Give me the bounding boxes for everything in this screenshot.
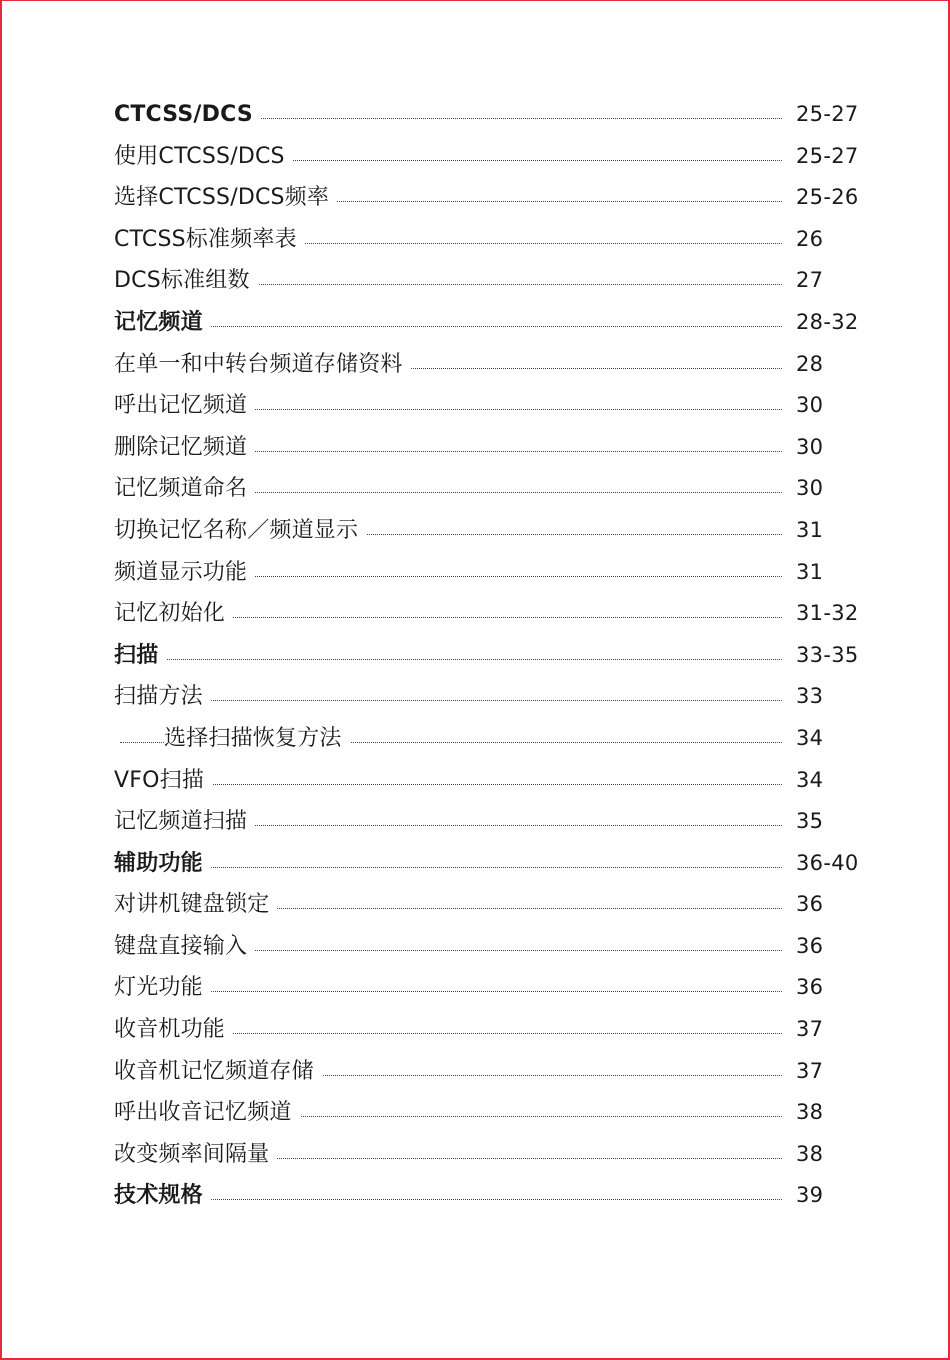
toc-entry[interactable]: [0, 1051, 950, 1093]
toc-entry[interactable]: [0, 510, 950, 552]
toc-entry-title: 切换记忆名称／频道显示: [114, 510, 366, 552]
toc-entry-page: 25-27: [796, 102, 859, 126]
dot-leader: [120, 659, 782, 660]
toc-entry-page: 31: [796, 517, 824, 542]
toc-entry-page: 30: [796, 476, 824, 501]
toc-entry-page: 33-35: [796, 642, 859, 667]
toc-entry-page: 28: [796, 351, 824, 376]
toc-entry-title: 灯光功能: [114, 967, 211, 1009]
toc-entry[interactable]: [0, 136, 950, 178]
toc-entry-page: 38: [796, 1141, 824, 1166]
toc-entry-title: 辅助功能: [114, 843, 211, 885]
toc-entry-title: 呼出记忆频道: [114, 385, 255, 427]
toc-entry[interactable]: [0, 260, 950, 302]
toc-entry-title: 记忆频道: [114, 302, 211, 344]
toc-entry-page: 37: [796, 1058, 824, 1083]
toc-entry[interactable]: [0, 843, 950, 885]
toc-entry[interactable]: [0, 427, 950, 469]
toc-entry[interactable]: [0, 884, 950, 926]
toc-entry[interactable]: [0, 718, 950, 760]
toc-entry[interactable]: [0, 1175, 950, 1217]
toc-entry-title: DCS标准组数: [114, 260, 258, 302]
toc-entry-title: 呼出收音记忆频道: [114, 1092, 300, 1134]
toc-entry[interactable]: [0, 344, 950, 386]
toc-entry[interactable]: [0, 1134, 950, 1176]
toc-entry[interactable]: [0, 926, 950, 968]
toc-entry-title: 改变频率间隔量: [114, 1134, 277, 1176]
toc-entry-page: 27: [796, 268, 824, 293]
toc-entry[interactable]: [0, 94, 950, 136]
toc-entry-page: 36: [796, 975, 824, 1000]
toc-entry[interactable]: [0, 468, 950, 510]
toc-entry-page: 38: [796, 1100, 824, 1125]
toc-entry-title: 删除记忆频道: [114, 427, 255, 469]
dot-leader: [120, 784, 782, 785]
toc-entry-title: 在单一和中转台频道存储资料: [114, 344, 411, 386]
toc-entry-page: 35: [796, 809, 824, 834]
toc-entry[interactable]: [0, 593, 950, 635]
toc-entry[interactable]: [0, 676, 950, 718]
toc-entry-title: 扫描方法: [114, 676, 211, 718]
toc-entry-title: 技术规格: [114, 1175, 211, 1217]
toc-entry-title: CTCSS/DCS: [114, 94, 261, 136]
toc-entry[interactable]: [0, 385, 950, 427]
toc-entry-page: 34: [796, 725, 824, 750]
toc-entry-title: 收音机记忆频道存储: [114, 1051, 322, 1093]
toc-entry-page: 39: [796, 1183, 824, 1208]
toc-entry-page: 34: [796, 767, 824, 792]
table-of-contents: [0, 94, 950, 1217]
toc-entry-title: 记忆频道扫描: [114, 801, 255, 843]
toc-entry[interactable]: [0, 635, 950, 677]
toc-entry-title: 记忆初始化: [114, 593, 233, 635]
toc-entry-page: 26: [796, 226, 824, 251]
toc-entry-page: 36: [796, 933, 824, 958]
toc-entry-page: 31: [796, 559, 824, 584]
dot-leader: [120, 700, 782, 701]
toc-entry-title: 键盘直接输入: [114, 926, 255, 968]
dot-leader: [120, 991, 782, 992]
dot-leader: [120, 1199, 782, 1200]
toc-entry-page: 25-27: [796, 143, 859, 168]
toc-entry-title: 选择CTCSS/DCS频率: [114, 177, 337, 219]
toc-entry[interactable]: [0, 552, 950, 594]
toc-entry-title: 收音机功能: [114, 1009, 233, 1051]
toc-entry-page: 36: [796, 892, 824, 917]
toc-entry-title: 扫描: [114, 635, 166, 677]
toc-entry-title: 频道显示功能: [114, 552, 255, 594]
toc-entry-page: 33: [796, 684, 824, 709]
toc-entry[interactable]: [0, 760, 950, 802]
toc-entry[interactable]: [0, 1092, 950, 1134]
toc-entry-title: 使用CTCSS/DCS: [114, 136, 293, 178]
toc-entry-page: 37: [796, 1017, 824, 1042]
toc-entry-title: CTCSS标准频率表: [114, 219, 305, 261]
toc-entry[interactable]: [0, 219, 950, 261]
toc-entry[interactable]: [0, 1009, 950, 1051]
toc-entry-title: VFO扫描: [114, 760, 212, 802]
toc-entry[interactable]: [0, 967, 950, 1009]
toc-entry-page: 36-40: [796, 850, 859, 875]
toc-entry[interactable]: [0, 801, 950, 843]
toc-entry-title: 对讲机键盘锁定: [114, 884, 277, 926]
toc-entry-page: 30: [796, 393, 824, 418]
toc-entry-page: 28-32: [796, 309, 859, 334]
toc-entry-page: 25-26: [796, 185, 859, 210]
toc-entry-title: 选择扫描恢复方法: [164, 718, 350, 760]
dot-leader: [120, 867, 782, 868]
toc-entry-title: 记忆频道命名: [114, 468, 255, 510]
toc-entry-page: 30: [796, 434, 824, 459]
toc-entry[interactable]: [0, 302, 950, 344]
dot-leader: [120, 326, 782, 327]
toc-entry-page: 31-32: [796, 601, 859, 626]
toc-entry[interactable]: [0, 177, 950, 219]
